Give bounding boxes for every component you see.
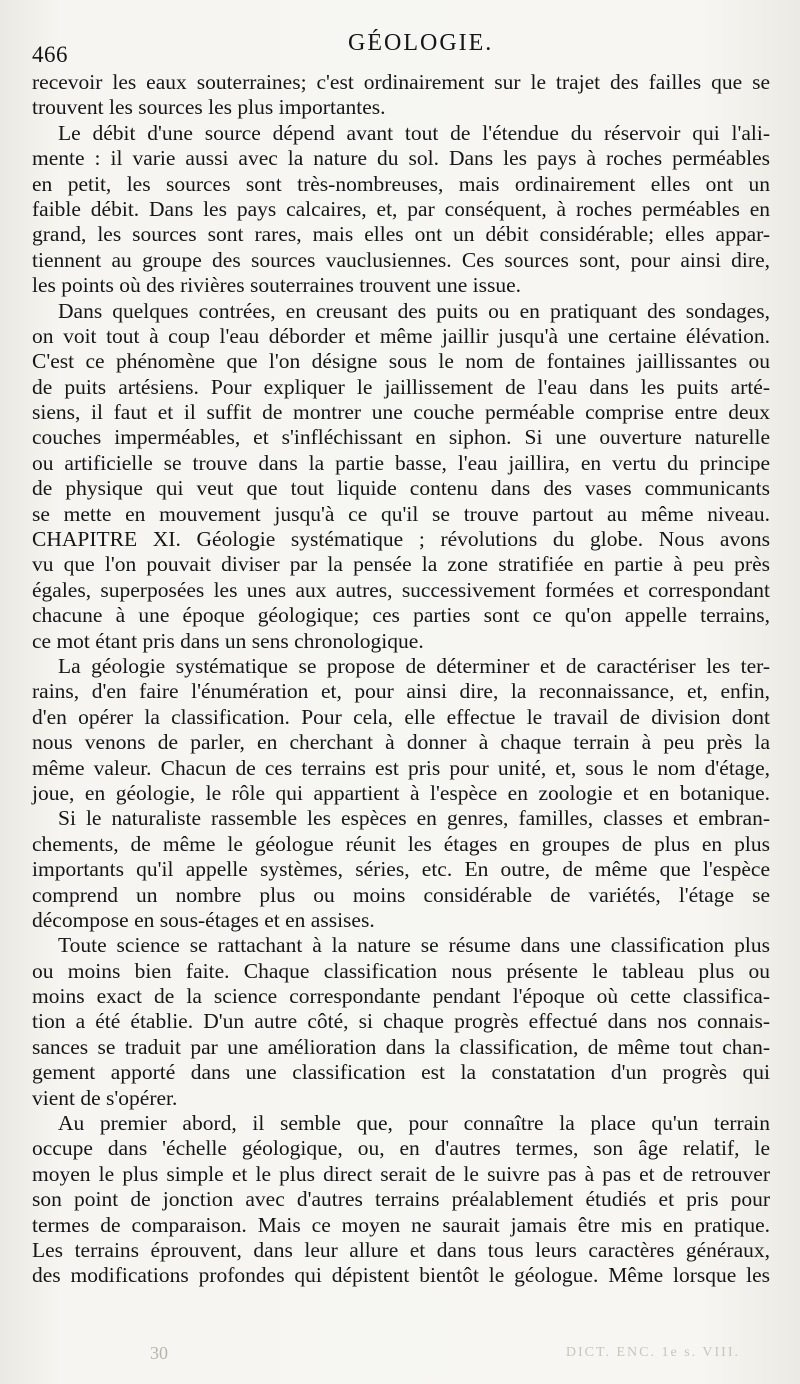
text-line: recevoir les eaux souterraines; c'est ordinairement sur le trajet des failles que se — [32, 70, 770, 94]
text-line: Les terrains éprouvent, dans leur allure et dans tous leurs caractères généraux, — [32, 1237, 770, 1262]
text-line: égales, superposées les unes aux autres, successivement formées et correspondant — [32, 577, 770, 602]
chapter-heading-line: CHAPITRE XI. Géologie systématique ; révolutions du globe. Nous avons — [32, 527, 770, 552]
text-line: La géologie systématique se propose de déterminer et de caractériser les ter- — [58, 653, 770, 678]
text-line: de physique qui veut que tout liquide contenu dans des vases communicants — [32, 476, 770, 501]
text-line: ce mot étant pris dans un sens chronologique. — [32, 628, 424, 653]
text-line: couches imperméables, et s'infléchissant en siphon. Si une ouverture naturelle — [32, 425, 770, 450]
signature-mark: 30 — [150, 1343, 168, 1363]
body-text — [32, 70, 770, 1289]
text-line: ou artificielle se trouve dans la partie basse, l'eau jaillira, en vertu du principe — [32, 450, 770, 475]
text-line: en petit, les sources sont très-nombreuses, mais ordinairement elles ont un — [32, 171, 770, 196]
text-line: de puits artésiens. Pour expliquer le jaillissement de l'eau dans les puits arté- — [32, 374, 770, 399]
page-header — [30, 30, 780, 70]
text-line: moins exact de la science correspondante pendant l'époque où cette classifica- — [32, 984, 770, 1009]
text-line: grand, les sources sont rares, mais elles ont un débit considérable; elles appar- — [32, 222, 770, 247]
text-line: mente : il varie aussi avec la nature du sol. Dans les pays à roches perméables — [32, 146, 770, 171]
text-line: tion a été établie. D'un autre côté, si chaque progrès effectué dans nos connais- — [32, 1009, 770, 1034]
page-number: 466 — [32, 42, 68, 67]
text-line: Le débit d'une source dépend avant tout de l'étendue du réservoir qui l'ali- — [58, 120, 770, 145]
text-line: on voit tout à coup l'eau déborder et même jaillir jusqu'à une certaine élévation. — [32, 323, 770, 348]
text-line: se mette en mouvement jusqu'à ce qu'il se trouve partout au même niveau. — [32, 501, 770, 526]
text-line: joue, en géologie, le rôle qui appartient à l'espèce en zoologie et en botanique. — [32, 780, 770, 805]
text-line: faible débit. Dans les pays calcaires, et, par conséquent, à roches perméables en — [32, 196, 770, 221]
text-line: rains, d'en faire l'énumération et, pour ainsi dire, la reconnaissance, et, enfin, — [32, 679, 770, 704]
text-line: nous venons de parler, en cherchant à donner à chaque terrain à peu près la — [32, 730, 770, 755]
page-footer — [30, 1343, 780, 1373]
text-line: comprend un nombre plus ou moins considérable de variétés, l'étage se — [32, 882, 770, 907]
text-line: décompose en sous-étages et en assises. — [32, 907, 375, 932]
text-line: tiennent au groupe des sources vauclusiennes. Ces sources sont, pour ainsi dire, — [32, 247, 770, 272]
text-line: Au premier abord, il semble que, pour connaître la place qu'un terrain — [58, 1111, 770, 1136]
text-line: d'en opérer la classification. Pour cela, elle effectue le travail de division dont — [32, 704, 770, 729]
text-line: termes de comparaison. Mais ce moyen ne saurait jamais être mis en pratique. — [32, 1212, 770, 1237]
running-head: GÉOLOGIE. — [348, 30, 494, 56]
text-line: vient de s'opérer. — [32, 1085, 178, 1110]
text-line: C'est ce phénomène que l'on désigne sous le nom de fontaines jaillissantes ou — [32, 349, 770, 374]
text-line: Dans quelques contrées, en creusant des puits ou en pratiquant des sondages, — [58, 298, 770, 323]
text-line: chacune à une époque géologique; ces parties sont ce qu'on appelle terrains, — [32, 603, 770, 628]
text-line: siens, il faut et il suffit de montrer une couche perméable comprise entre deux — [32, 400, 770, 425]
text-line: chements, de même le géologue réunit les étages en groupes de plus en plus — [32, 831, 770, 856]
text-line: moyen le plus simple et le plus direct serait de le suivre pas à pas et de retrouver — [32, 1161, 770, 1186]
text-line: Toute science se rattachant à la nature se résume dans une classification plus — [58, 933, 770, 958]
text-line: son point de jonction avec d'autres terrains préalablement étudiés et pris pour — [32, 1187, 770, 1212]
text-line: occupe dans 'échelle géologique, ou, en d'autres termes, son âge relatif, le — [32, 1136, 770, 1161]
text-line: Si le naturaliste rassemble les espèces en genres, familles, classes et embran- — [58, 806, 770, 831]
text-line: importants qu'il appelle systèmes, séries, etc. En outre, de même que l'espèce — [32, 857, 770, 882]
text-line: ou moins bien faite. Chaque classification nous présente le tableau plus ou — [32, 958, 770, 983]
text-line: sances se traduit par une amélioration dans la classification, de même tout chan- — [32, 1034, 770, 1059]
bleed-through-text: DICT. ENC. 1e s. VIII. — [565, 1345, 740, 1360]
text-line: vu que l'on pouvait diviser par la pensée la zone stratifiée en partie à peu près — [32, 552, 770, 577]
text-line: même valeur. Chacun de ces terrains est pris pour unité, et, sous le nom d'étage, — [32, 755, 770, 780]
text-line: trouvent les sources les plus importantes. — [32, 95, 386, 120]
text-line: les points où des rivières souterraines trouvent une issue. — [32, 273, 522, 298]
text-line: gement apporté dans une classification est la constatation d'un progrès qui — [32, 1060, 770, 1085]
text-line: des modifications profondes qui dépistent bientôt le géologue. Même lorsque les — [32, 1263, 770, 1288]
